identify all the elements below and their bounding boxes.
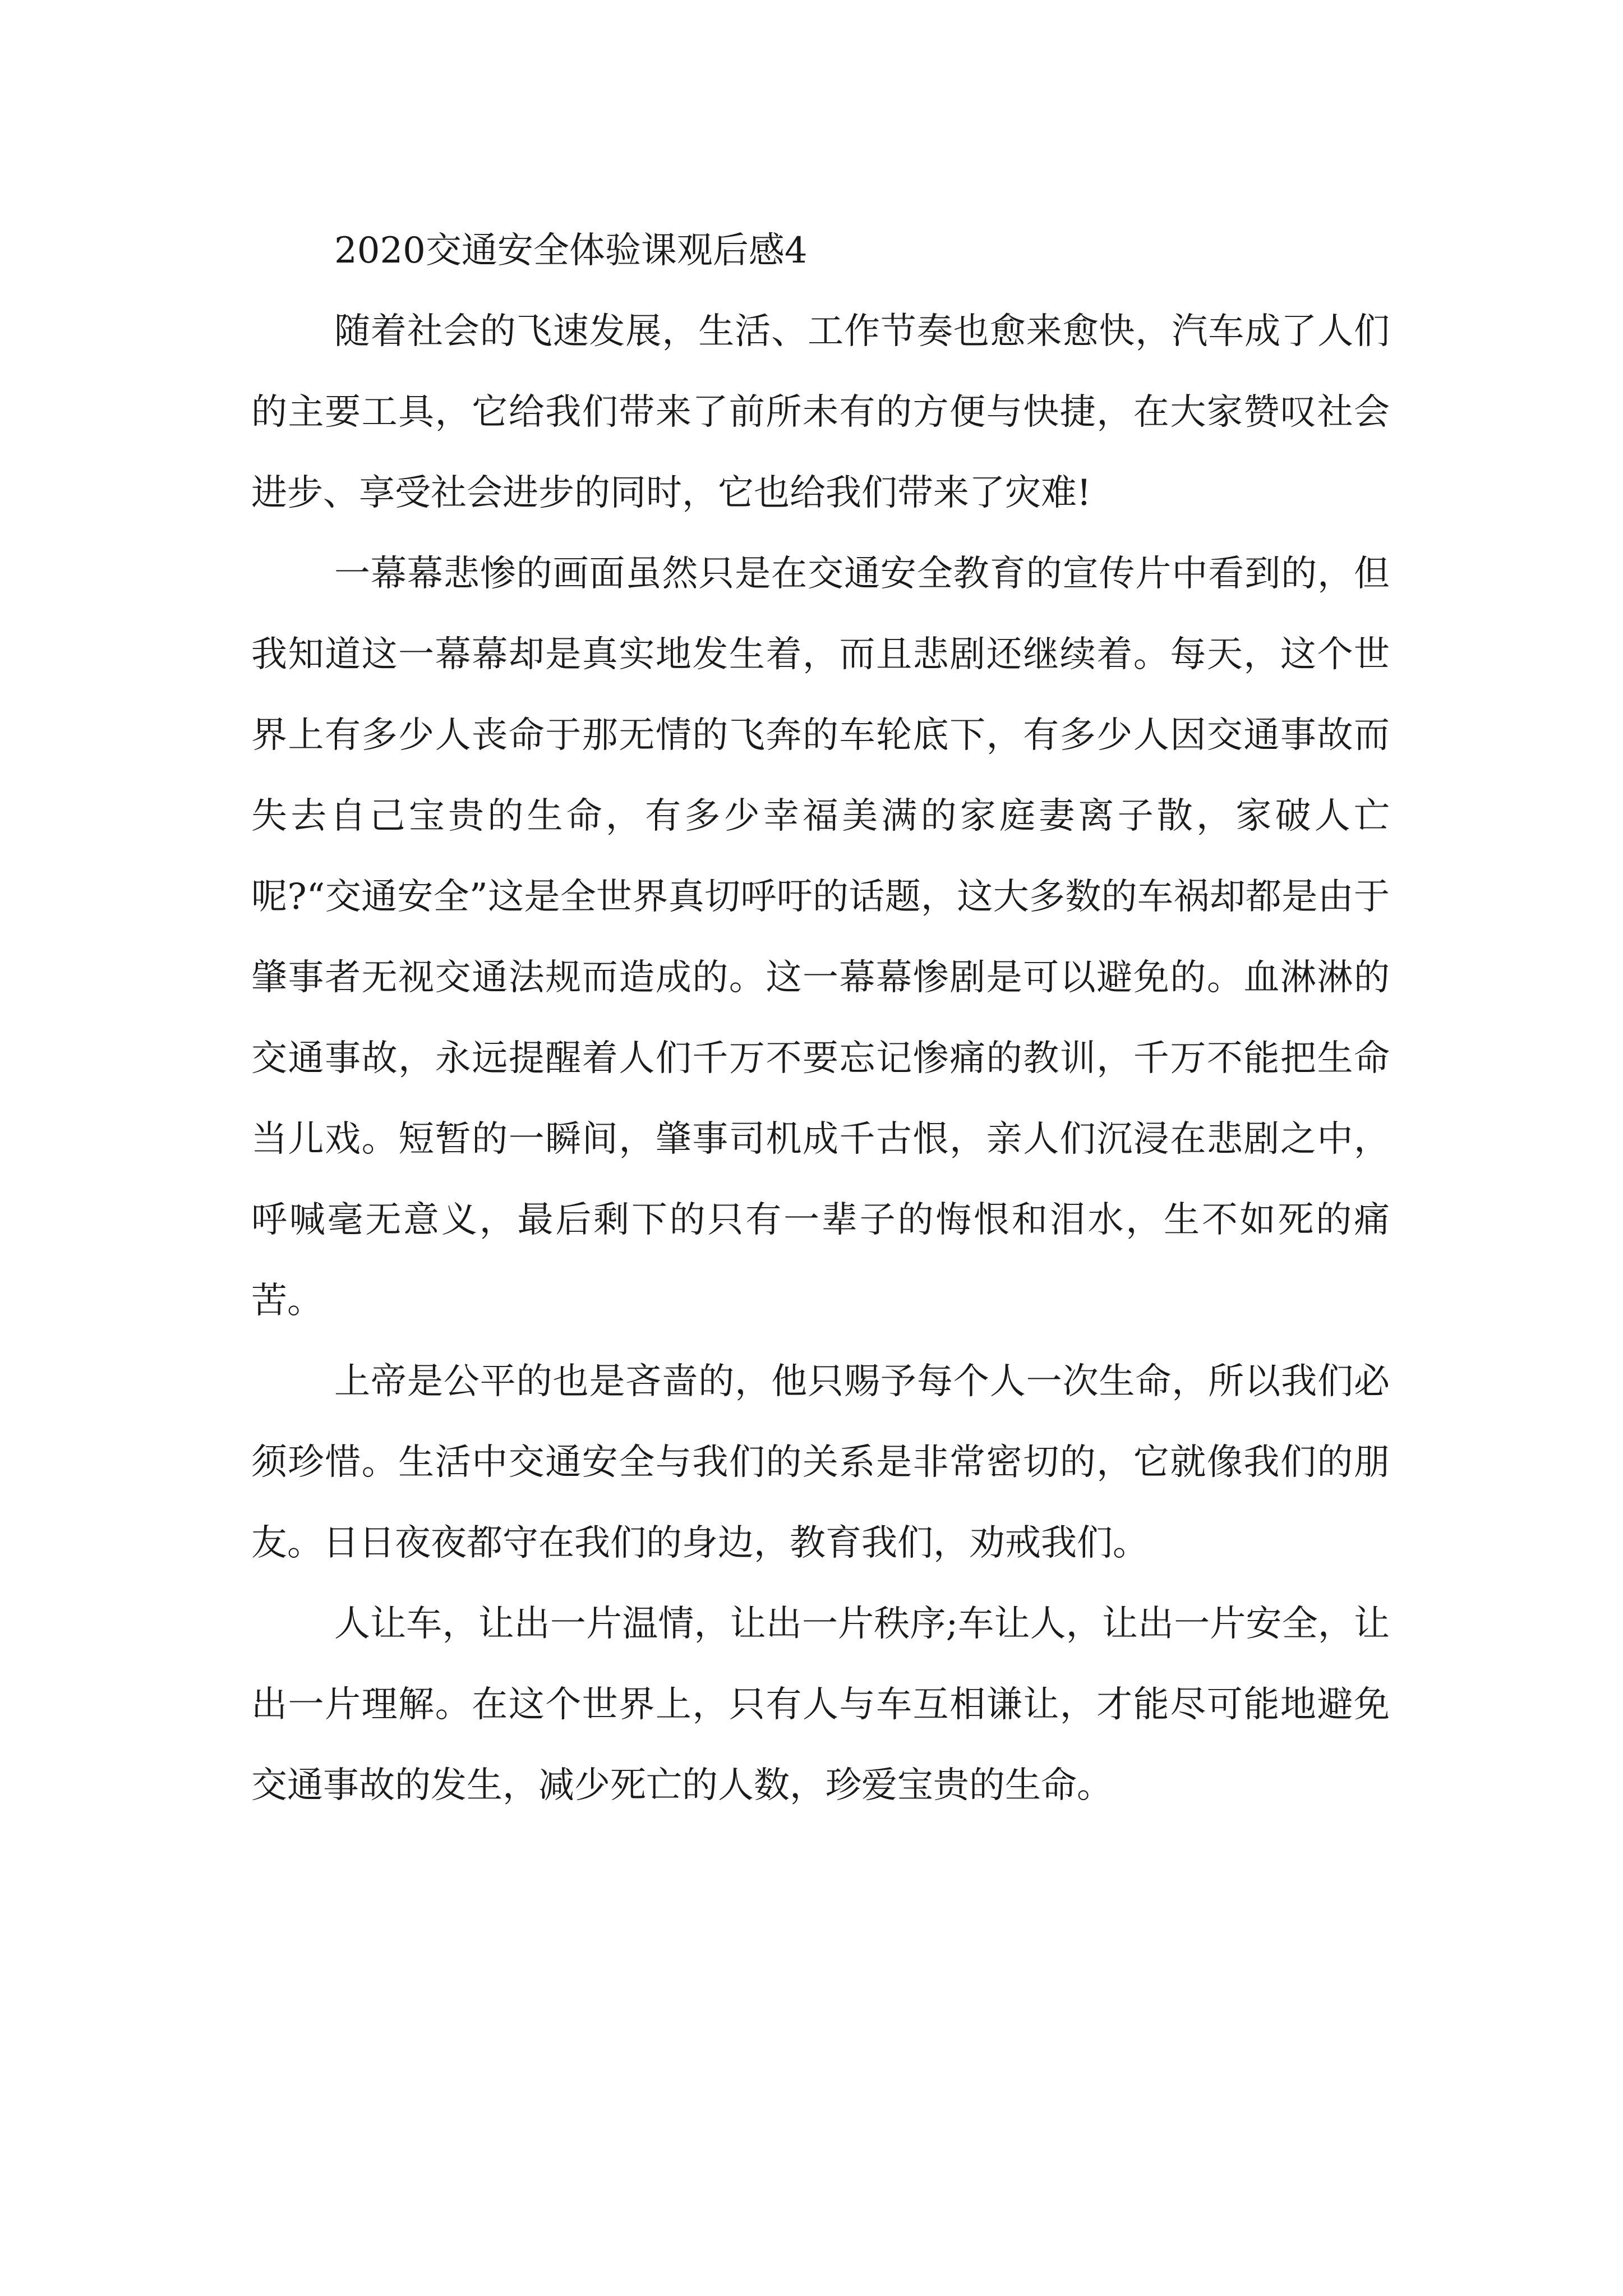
paragraph-1: 随着社会的飞速发展，生活、工作节奏也愈来愈快，汽车成了人们的主要工具，它给我们带来了前所未有的方便与快捷，在大家赞叹社会进步、享受社会进步的同时，它也给我们带来了灾难! <box>251 311 1390 514</box>
document-page <box>251 210 1390 1826</box>
paragraph-2: 一幕幕悲惨的画面虽然只是在交通安全教育的宣传片中看到的，但我知道这一幕幕却是真实地发生着，而且悲剧还继续着。每天，这个世界上有多少人丧命于那无情的飞奔的车轮底下，有多少人因交通事故而失去自己宝贵的生命，有多少幸福美满的家庭妻离子散，家破人亡呢?“交通安全”这是全世界真切呼吁的话题，这大多数的车祸却都是由于肇事者无视交通法规而造成的。这一幕幕惨剧是可以避免的。血淋淋的交通事故，永远提醒着人们千万不要忘记惨痛的教训，千万不能把生命当儿戏。短暂的一瞬间，肇事司机成千古恨，亲人们沉浸在悲剧之中，呼喊毫无意义，最后剩下的只有一辈子的悔恨和泪水，生不如死的痛苦。 <box>251 553 1390 1322</box>
paragraph-3: 上帝是公平的也是吝啬的，他只赐予每个人一次生命，所以我们必须珍惜。生活中交通安全与我们的关系是非常密切的，它就像我们的朋友。日日夜夜都守在我们的身边，教育我们，劝戒我们。 <box>251 1361 1390 1564</box>
paragraph-4: 人让车，让出一片温情，让出一片秩序;车让人，让出一片安全，让出一片理解。在这个世界上，只有人与车互相谦让，才能尽可能地避免交通事故的发生，减少死亡的人数，珍爱宝贵的生命。 <box>251 1603 1390 1806</box>
document-title: 2020交通安全体验课观后感4 <box>334 230 808 272</box>
